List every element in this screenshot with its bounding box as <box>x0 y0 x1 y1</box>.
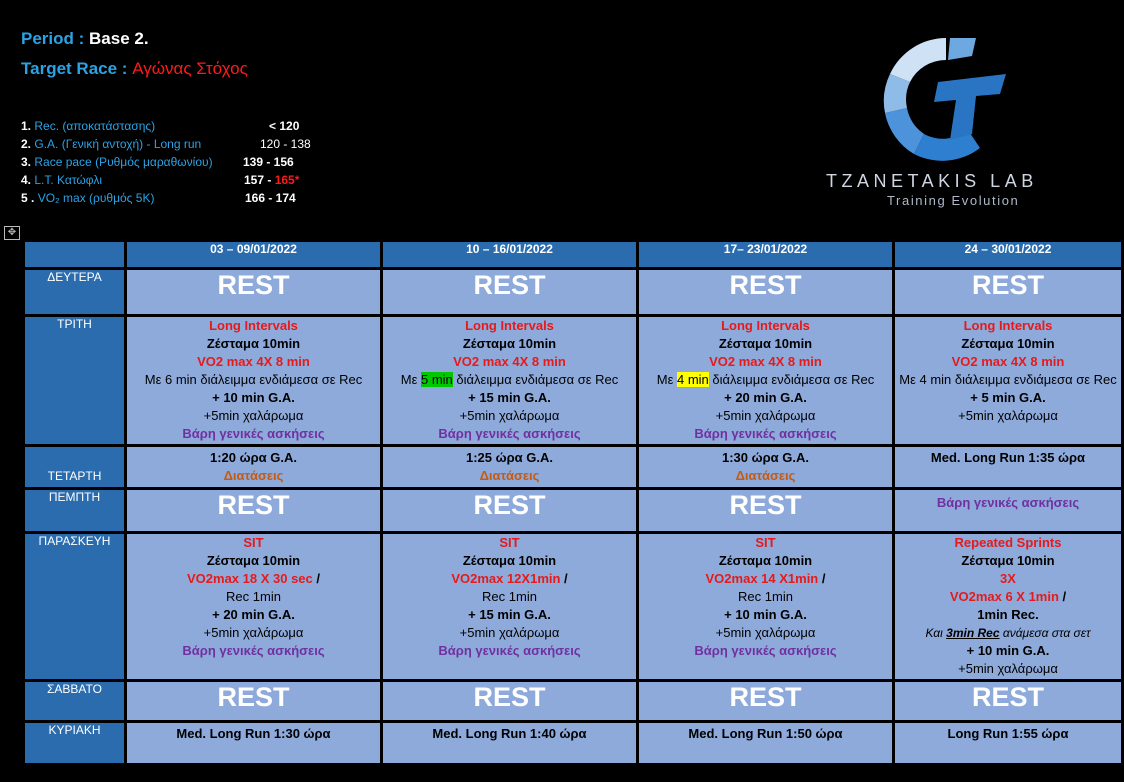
workout-cell: Long Intervals Ζέσταμα 10min VO2 max 4X 8 min Με 5 min διάλειμμα ενδιάμεσα σε Rec + 15 min G.A. +5min χαλάρωμα Βάρη γενικές ασκήσεις <box>383 317 636 444</box>
workout-cell: 1:30 ώρα G.A. Διατάσεις <box>639 447 892 487</box>
table-row <box>25 447 1121 487</box>
zone-item: 3. Race pace (Ρυθμός μαραθωνίου) 139 - 156 <box>21 155 294 169</box>
rest-cell: REST <box>639 682 892 720</box>
highlight-green: 5 min <box>420 372 453 387</box>
workout-cell: Long Intervals Ζέσταμα 10min VO2 max 4X 8 min Με 4 min διάλειμμα ενδιάμεσα σε Rec + 20 min G.A. +5min χαλάρωμα Βάρη γενικές ασκήσεις <box>639 317 892 444</box>
table-row <box>25 270 1121 314</box>
table-row <box>25 682 1121 720</box>
zone-item: 2. G.A. (Γενική αντοχή) - Long run 120 - 138 <box>21 137 311 151</box>
day-label-monday: ΔΕΥΤΕΡΑ <box>25 270 124 314</box>
rest-cell: REST <box>383 682 636 720</box>
workout-cell: Long Intervals Ζέσταμα 10min VO2 max 4X 8 min Με 4 min διάλειμμα ενδιάμεσα σε Rec + 5 min G.A. +5min χαλάρωμα <box>895 317 1121 444</box>
rest-cell: REST <box>127 270 380 314</box>
week-header: 24 – 30/01/2022 <box>895 242 1121 267</box>
logo-mark-icon <box>876 30 1016 170</box>
workout-cell: 1:20 ώρα G.A. Διατάσεις <box>127 447 380 487</box>
logo-brand-text: TZANETAKIS LAB <box>826 171 1038 191</box>
rest-cell: REST <box>383 270 636 314</box>
rest-cell: REST <box>895 682 1121 720</box>
day-label-tuesday: ΤΡΙΤΗ <box>25 317 124 444</box>
workout-cell: SIT Ζέσταμα 10min VO2max 18 X 30 sec / Rec 1min + 20 min G.A. +5min χαλάρωμα Βάρη γενικές ασκήσεις <box>127 534 380 679</box>
rest-cell: REST <box>639 490 892 531</box>
day-label-thursday: ΠΕΜΠΤΗ <box>25 490 124 531</box>
table-corner <box>25 242 124 267</box>
workout-cell: 1:25 ώρα G.A. Διατάσεις <box>383 447 636 487</box>
target-race-label: Target Race : <box>21 59 128 78</box>
workout-cell: SIT Ζέσταμα 10min VO2max 14 X1min / Rec 1min + 10 min G.A. +5min χαλάρωμα Βάρη γενικές ασκήσεις <box>639 534 892 679</box>
week-header: 10 – 16/01/2022 <box>383 242 636 267</box>
target-race-value: Αγώνας Στόχος <box>132 59 248 78</box>
workout-cell: Repeated Sprints Ζέσταμα 10min 3X VO2max 6 X 1min / 1min Rec. Και 3min Rec ανάμεσα στα σετ + 10 min G.A. +5min χαλάρωμα <box>895 534 1121 679</box>
rest-cell: REST <box>895 270 1121 314</box>
workout-cell: Βάρη γενικές ασκήσεις <box>895 490 1121 531</box>
week-header-row <box>25 242 1121 267</box>
zone-item: 1. Rec. (αποκατάστασης) < 120 <box>21 119 300 133</box>
logo-tagline: Training Evolution <box>887 193 1020 208</box>
day-label-sunday: ΚΥΡΙΑΚΗ <box>25 723 124 763</box>
table-row <box>25 490 1121 531</box>
rest-cell: REST <box>639 270 892 314</box>
rest-cell: REST <box>127 682 380 720</box>
workout-cell: Long Intervals Ζέσταμα 10min VO2 max 4X 8 min Με 6 min διάλειμμα ενδιάμεσα σε Rec + 10 min G.A. +5min χαλάρωμα Βάρη γενικές ασκήσεις <box>127 317 380 444</box>
period-value: Base 2. <box>89 29 149 48</box>
tzanetakis-lab-logo <box>820 30 1090 215</box>
workout-cell: Med. Long Run 1:50 ώρα <box>639 723 892 763</box>
move-handle-icon[interactable]: ✥ <box>4 226 20 240</box>
period-label: Period : <box>21 29 85 48</box>
day-label-wednesday: ΤΕΤΑΡΤΗ <box>25 447 124 487</box>
highlight-yellow: 4 min <box>676 372 709 387</box>
rest-cell: REST <box>127 490 380 531</box>
zone-item: 4. L.T. Κατώφλι 157 - 165* <box>21 173 300 187</box>
zone-item: 5 . VO₂ max (ρυθμός 5K) 166 - 174 <box>21 191 296 205</box>
table-row <box>25 534 1121 679</box>
workout-cell: Med. Long Run 1:40 ώρα <box>383 723 636 763</box>
table-row <box>25 723 1121 763</box>
table-row <box>25 317 1121 444</box>
training-schedule-table <box>22 239 1124 766</box>
workout-cell: Long Run 1:55 ώρα <box>895 723 1121 763</box>
week-header: 17– 23/01/2022 <box>639 242 892 267</box>
workout-cell: Med. Long Run 1:35 ώρα <box>895 447 1121 487</box>
period-line <box>21 29 149 49</box>
workout-cell: SIT Ζέσταμα 10min VO2max 12X1min / Rec 1min + 15 min G.A. +5min χαλάρωμα Βάρη γενικές ασκήσεις <box>383 534 636 679</box>
day-label-friday: ΠΑΡΑΣΚΕΥΗ <box>25 534 124 679</box>
day-label-saturday: ΣΑΒΒΑΤΟ <box>25 682 124 720</box>
rest-cell: REST <box>383 490 636 531</box>
hr-zones-list <box>21 117 311 207</box>
week-header: 03 – 09/01/2022 <box>127 242 380 267</box>
workout-cell: Med. Long Run 1:30 ώρα <box>127 723 380 763</box>
target-race-line <box>21 59 248 79</box>
